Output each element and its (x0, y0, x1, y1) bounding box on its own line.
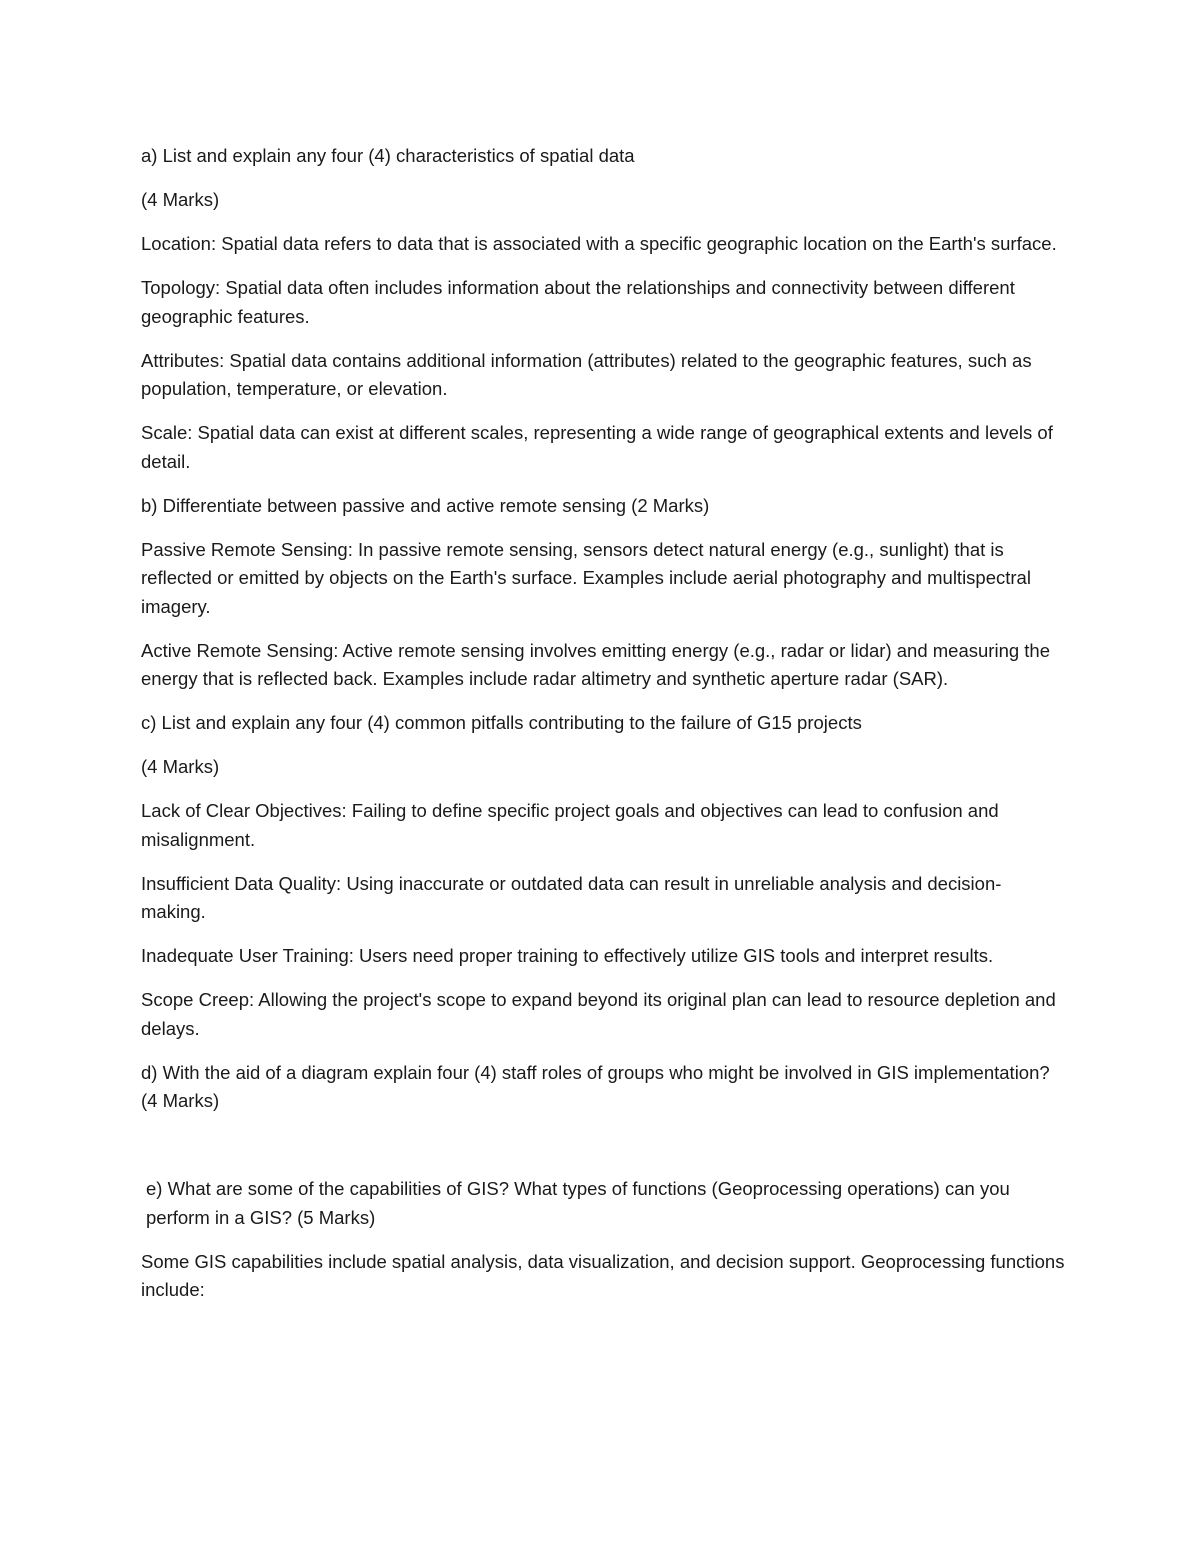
blank-line (141, 1131, 1066, 1160)
question-a-marks: (4 Marks) (141, 189, 220, 210)
question-c-heading: c) List and explain any four (4) common pitfalls contributing to the failure of G15 projects (141, 712, 862, 733)
answer-topology: Topology: Spatial data often includes information about the relationships and connectivity between different geographic features. (141, 277, 1015, 327)
question-d-heading: d) With the aid of a diagram explain four (4) staff roles of groups who might be involved in GIS implementation? (4 Marks) (141, 1061, 1050, 1111)
answer-insufficient-data-quality: Insufficient Data Quality: Using inaccurate or outdated data can result in unreliable analysis and decision-making. (141, 872, 1002, 922)
question-b-heading: b) Differentiate between passive and active remote sensing (2 Marks) (141, 494, 710, 516)
answer-location: Location: Spatial data refers to data that is associated with a specific geographic location on the Earth's surface. (141, 233, 1057, 254)
answer-lack-of-clear-objectives: Lack of Clear Objectives: Failing to define specific project goals and objectives can lead to confusion and misalignment. (141, 800, 999, 850)
question-e-heading: e) What are some of the capabilities of GIS? What types of functions (Geoprocessing operations) can you perform in a GIS? (5 Marks) (146, 1178, 1010, 1228)
answer-passive-remote-sensing: Passive Remote Sensing: In passive remote sensing, sensors detect natural energy (e.g., sunlight) that is reflected or emitted by objects on the Earth's surface. Examples include aerial photography and multispectral imagery. (141, 538, 1031, 617)
document-body (141, 142, 1066, 1320)
answer-gis-capabilities: Some GIS capabilities include spatial analysis, data visualization, and decision support. Geoprocessing functions include: (141, 1250, 1065, 1300)
answer-scope-creep: Scope Creep: Allowing the project's scope to expand beyond its original plan can lead to resource depletion and delays. (141, 989, 1056, 1039)
answer-inadequate-user-training: Inadequate User Training: Users need proper training to effectively utilize GIS tools and interpret results. (141, 945, 994, 966)
answer-active-remote-sensing: Active Remote Sensing: Active remote sensing involves emitting energy (e.g., radar or lidar) and measuring the energy that is reflected back. Examples include radar altimetry and synthetic aperture radar (SAR). (141, 639, 1051, 689)
question-c-marks: (4 Marks) (141, 756, 220, 777)
question-a-heading: a) List and explain any four (4) characteristics of spatial data (141, 145, 635, 166)
answer-scale: Scale: Spatial data can exist at different scales, representing a wide range of geographical extents and levels of detail. (141, 422, 1053, 472)
answer-attributes: Attributes: Spatial data contains additional information (attributes) related to the geographic features, such as population, temperature, or elevation. (141, 349, 1032, 399)
